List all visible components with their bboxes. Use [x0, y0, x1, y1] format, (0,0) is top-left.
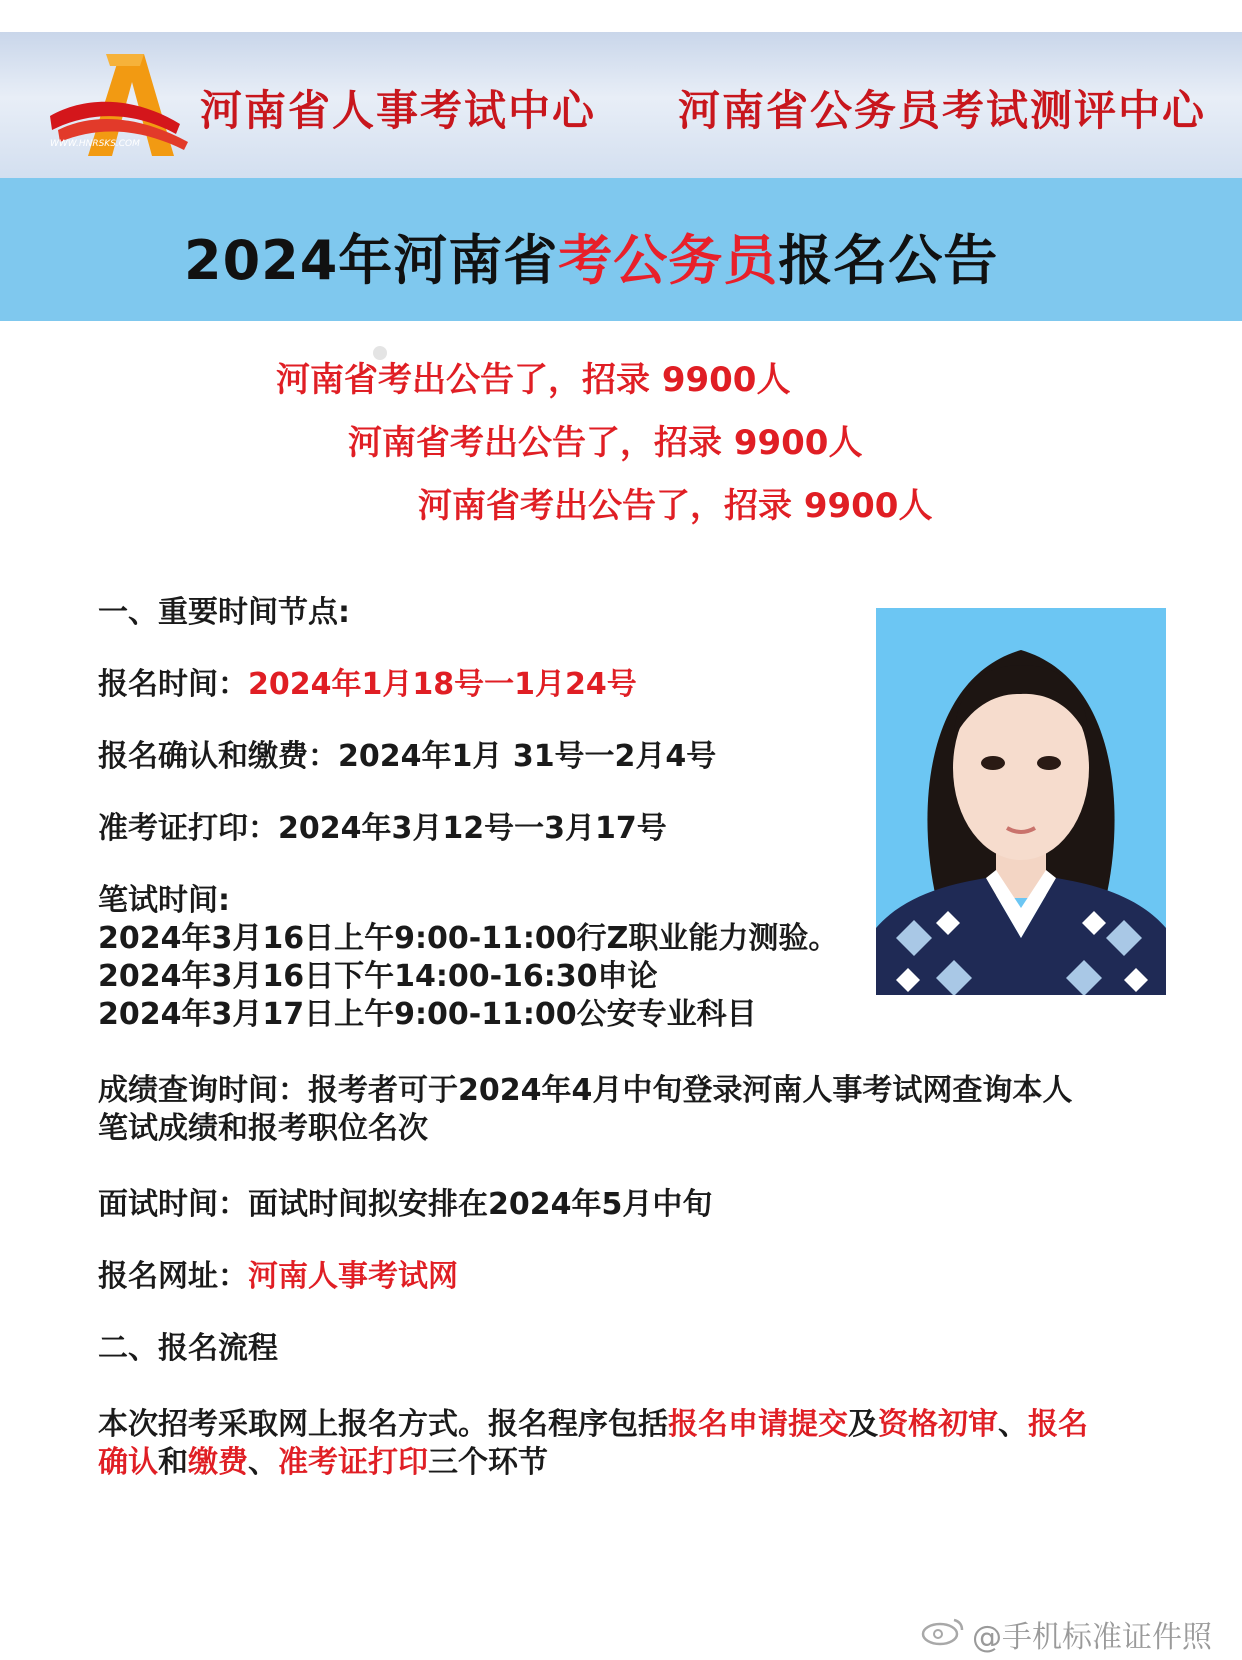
admit-card-time: 准考证打印：2024年3月12号一3月17号 — [98, 811, 667, 846]
title-highlight: 考公务员 — [558, 229, 779, 292]
written-exam-label: 笔试时间: — [98, 883, 230, 918]
process-step-payment: 缴费 — [188, 1445, 248, 1480]
process-step-print: 准考证打印 — [278, 1445, 428, 1480]
process-step-confirm-part1: 报名 — [1028, 1407, 1088, 1442]
org-name-hr-exam-center: 河南省人事考试中心 — [200, 86, 597, 135]
headline-3: 河南省考出公告了，招录 9900人 — [418, 486, 933, 526]
process-text: 及 — [848, 1407, 878, 1442]
written-exam-item: 2024年3月17日上午9:00-11:00公安专业科目 — [98, 997, 757, 1032]
exam-center-logo — [48, 46, 198, 170]
registration-label: 报名时间： — [98, 667, 248, 702]
section2-heading: 二、报名流程 — [98, 1331, 278, 1366]
watermark: @手机标准证件照 — [972, 1620, 1212, 1655]
site-link[interactable]: 河南人事考试网 — [248, 1259, 458, 1294]
process-step-review: 资格初审 — [878, 1407, 998, 1442]
org-name-civil-servant-center: 河南省公务员考试测评中心 — [678, 86, 1207, 135]
process-text: 本次招考采取网上报名方式。报名程序包括 — [98, 1407, 668, 1442]
title-suffix: 报名公告 — [778, 229, 999, 292]
title-band — [0, 178, 1242, 321]
confirm-payment-time: 报名确认和缴费：2024年1月 31号一2月4号 — [98, 739, 717, 774]
site-label: 报名网址： — [98, 1259, 248, 1294]
header-banner — [0, 32, 1242, 178]
page-title — [184, 218, 998, 295]
process-line2 — [98, 1444, 1158, 1482]
registration-value: 2024年1月18号一1月24号 — [248, 667, 637, 702]
process-text: 、 — [998, 1407, 1028, 1442]
process-line1 — [98, 1406, 1158, 1444]
portrait-illustration — [876, 608, 1166, 995]
registration-site — [98, 1258, 1158, 1296]
written-exam-item: 2024年3月16日上午9:00-11:00行Z职业能力测验。 — [98, 921, 839, 956]
interview-time: 面试时间：面试时间拟安排在2024年5月中旬 — [98, 1187, 713, 1222]
logo-url: WWW.HNRSKS.COM — [50, 139, 140, 149]
weibo-icon — [920, 1614, 968, 1646]
headline-2: 河南省考出公告了，招录 9900人 — [348, 423, 863, 463]
title-prefix: 2024年河南省 — [184, 229, 559, 292]
score-query-line2: 笔试成绩和报考职位名次 — [98, 1111, 428, 1146]
headline-1: 河南省考出公告了，招录 9900人 — [276, 360, 791, 400]
process-text: 和 — [158, 1445, 188, 1480]
id-photo — [876, 608, 1166, 995]
process-text: 三个环节 — [428, 1445, 548, 1480]
section1-heading: 一、重要时间节点: — [98, 595, 350, 630]
process-step-submit: 报名申请提交 — [668, 1407, 848, 1442]
written-exam-item: 2024年3月16日下午14:00-16:30申论 — [98, 959, 658, 994]
process-text: 、 — [248, 1445, 278, 1480]
score-query-line1: 成绩查询时间：报考者可于2024年4月中旬登录河南人事考试网查询本人 — [98, 1073, 1073, 1108]
process-step-confirm-part2: 确认 — [98, 1445, 158, 1480]
